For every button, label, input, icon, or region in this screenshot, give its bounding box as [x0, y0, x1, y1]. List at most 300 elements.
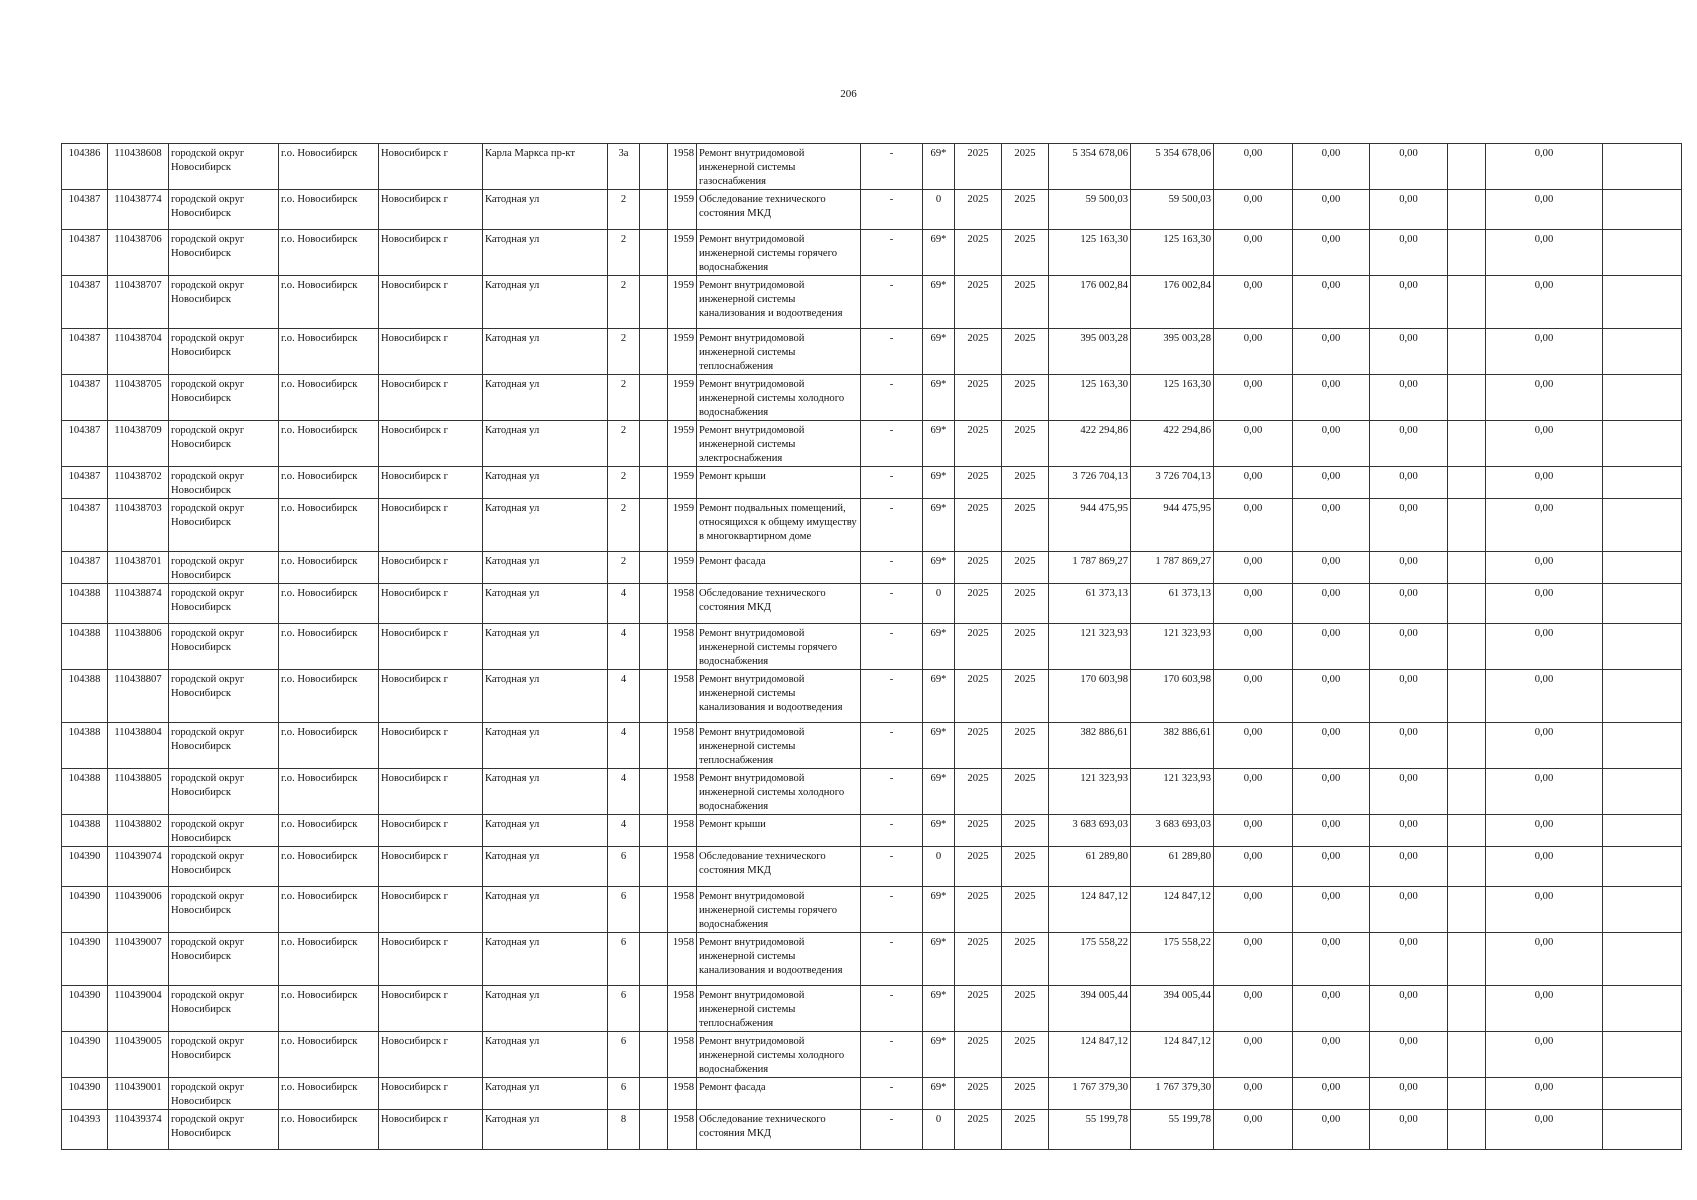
cell-blank-col-last: [1603, 144, 1682, 190]
cell-cost-local: 0,00: [1370, 499, 1448, 552]
cell-marker: -: [861, 1078, 923, 1110]
cell-coefficient: 69*: [923, 276, 955, 329]
cell-coefficient: 69*: [923, 723, 955, 769]
cell-blank-col-last: [1603, 1078, 1682, 1110]
cell-marker: -: [861, 769, 923, 815]
cell-cost-owners: 0,00: [1486, 552, 1603, 584]
cell-building: [640, 815, 668, 847]
cell-blank-col: [1448, 584, 1486, 624]
cell-building: [640, 1078, 668, 1110]
cell-cost-fund: 5 354 678,06: [1131, 144, 1214, 190]
cell-cost-owners: 0,00: [1486, 933, 1603, 986]
cell-work-id: 110438807: [108, 670, 169, 723]
cell-building: [640, 769, 668, 815]
cell-blank-col: [1448, 670, 1486, 723]
cell-year-start: 2025: [955, 887, 1002, 933]
table-body: [62, 144, 1682, 1150]
cell-street: Катодная ул: [483, 933, 608, 986]
cell-blank-col: [1448, 933, 1486, 986]
cell-year-start: 2025: [955, 1032, 1002, 1078]
cell-municipality: городской округ Новосибирск: [169, 723, 279, 769]
cell-cost-local: 0,00: [1370, 552, 1448, 584]
cell-municipality: городской округ Новосибирск: [169, 552, 279, 584]
cell-house-id: 104388: [62, 723, 108, 769]
cell-cost-local: 0,00: [1370, 467, 1448, 499]
table-row: [62, 421, 1682, 467]
cell-cost-fund: 394 005,44: [1131, 986, 1214, 1032]
cell-building: [640, 375, 668, 421]
cell-coefficient: 69*: [923, 933, 955, 986]
cell-building: [640, 584, 668, 624]
cell-marker: -: [861, 467, 923, 499]
cell-blank-col-last: [1603, 933, 1682, 986]
cell-cost-federal: 0,00: [1214, 887, 1293, 933]
cell-coefficient: 0: [923, 190, 955, 230]
cell-house-id: 104388: [62, 584, 108, 624]
cell-building: [640, 1032, 668, 1078]
cell-cost-local: 0,00: [1370, 1078, 1448, 1110]
cell-year-end: 2025: [1002, 624, 1049, 670]
cell-municipality: городской округ Новосибирск: [169, 467, 279, 499]
cell-house-id: 104390: [62, 933, 108, 986]
cell-street: Катодная ул: [483, 276, 608, 329]
cell-work-id: 110439005: [108, 1032, 169, 1078]
cell-house-id: 104387: [62, 276, 108, 329]
cell-year-start: 2025: [955, 190, 1002, 230]
cell-municipality: городской округ Новосибирск: [169, 230, 279, 276]
cell-city: Новосибирск г: [379, 933, 483, 986]
cell-cost-fund: 382 886,61: [1131, 723, 1214, 769]
cell-cost-owners: 0,00: [1486, 986, 1603, 1032]
cell-building: [640, 329, 668, 375]
cell-work-id: 110438705: [108, 375, 169, 421]
cell-cost-regional: 0,00: [1293, 1110, 1370, 1150]
cell-work-id: 110438709: [108, 421, 169, 467]
cell-house-id: 104390: [62, 887, 108, 933]
cell-blank-col-last: [1603, 887, 1682, 933]
cell-house-id: 104390: [62, 847, 108, 887]
cell-cost-federal: 0,00: [1214, 1032, 1293, 1078]
cell-house-id: 104393: [62, 1110, 108, 1150]
cell-building: [640, 190, 668, 230]
cell-work-id: 110438874: [108, 584, 169, 624]
cell-city: Новосибирск г: [379, 329, 483, 375]
cell-work-id: 110438704: [108, 329, 169, 375]
cell-house-number: 4: [608, 624, 640, 670]
cell-year-start: 2025: [955, 670, 1002, 723]
cell-municipality: городской округ Новосибирск: [169, 499, 279, 552]
cell-year-start: 2025: [955, 1078, 1002, 1110]
cell-cost-regional: 0,00: [1293, 190, 1370, 230]
cell-coefficient: 69*: [923, 1078, 955, 1110]
cell-city: Новосибирск г: [379, 815, 483, 847]
cell-year-end: 2025: [1002, 815, 1049, 847]
cell-street: Катодная ул: [483, 329, 608, 375]
cell-year-built: 1959: [668, 552, 697, 584]
cell-street: Катодная ул: [483, 670, 608, 723]
cell-city: Новосибирск г: [379, 552, 483, 584]
cell-cost-fund: 3 683 693,03: [1131, 815, 1214, 847]
cell-street: Катодная ул: [483, 421, 608, 467]
cell-marker: -: [861, 670, 923, 723]
cell-coefficient: 69*: [923, 1032, 955, 1078]
cell-house-id: 104387: [62, 329, 108, 375]
cell-work-id: 110439006: [108, 887, 169, 933]
cell-year-start: 2025: [955, 375, 1002, 421]
cell-house-number: 3а: [608, 144, 640, 190]
repair-register-table: [61, 143, 1682, 1150]
cell-year-built: 1958: [668, 815, 697, 847]
cell-city: Новосибирск г: [379, 847, 483, 887]
cell-cost-federal: 0,00: [1214, 723, 1293, 769]
cell-cost-local: 0,00: [1370, 847, 1448, 887]
cell-street: Катодная ул: [483, 815, 608, 847]
cell-blank-col: [1448, 723, 1486, 769]
cell-house-id: 104387: [62, 230, 108, 276]
cell-street: Катодная ул: [483, 887, 608, 933]
cell-cost-fund: 121 323,93: [1131, 624, 1214, 670]
cell-building: [640, 467, 668, 499]
cell-municipality: городской округ Новосибирск: [169, 769, 279, 815]
cell-marker: -: [861, 144, 923, 190]
cell-cost-local: 0,00: [1370, 230, 1448, 276]
cell-coefficient: 69*: [923, 375, 955, 421]
cell-building: [640, 887, 668, 933]
cell-street: Катодная ул: [483, 1110, 608, 1150]
cell-municipal-district: г.о. Новосибирск: [279, 552, 379, 584]
cell-city: Новосибирск г: [379, 670, 483, 723]
cell-year-end: 2025: [1002, 276, 1049, 329]
cell-marker: -: [861, 421, 923, 467]
cell-municipal-district: г.о. Новосибирск: [279, 1078, 379, 1110]
cell-house-id: 104387: [62, 421, 108, 467]
cell-year-built: 1958: [668, 986, 697, 1032]
cell-cost-local: 0,00: [1370, 190, 1448, 230]
cell-blank-col-last: [1603, 375, 1682, 421]
cell-cost-federal: 0,00: [1214, 1078, 1293, 1110]
cell-municipality: городской округ Новосибирск: [169, 144, 279, 190]
cell-year-built: 1959: [668, 421, 697, 467]
cell-cost-owners: 0,00: [1486, 375, 1603, 421]
cell-cost-owners: 0,00: [1486, 769, 1603, 815]
cell-city: Новосибирск г: [379, 230, 483, 276]
cell-city: Новосибирск г: [379, 1078, 483, 1110]
cell-blank-col-last: [1603, 421, 1682, 467]
cell-cost-federal: 0,00: [1214, 1110, 1293, 1150]
cell-house-number: 6: [608, 1078, 640, 1110]
table-row: [62, 584, 1682, 624]
cell-year-end: 2025: [1002, 933, 1049, 986]
cell-work-id: 110439001: [108, 1078, 169, 1110]
cell-year-end: 2025: [1002, 421, 1049, 467]
table-row: [62, 467, 1682, 499]
cell-house-id: 104387: [62, 552, 108, 584]
cell-total-cost: 61 373,13: [1049, 584, 1131, 624]
cell-coefficient: 69*: [923, 552, 955, 584]
cell-house-number: 4: [608, 815, 640, 847]
cell-cost-regional: 0,00: [1293, 723, 1370, 769]
table-row: [62, 276, 1682, 329]
cell-street: Катодная ул: [483, 723, 608, 769]
cell-coefficient: 69*: [923, 624, 955, 670]
cell-municipal-district: г.о. Новосибирск: [279, 769, 379, 815]
cell-cost-fund: 55 199,78: [1131, 1110, 1214, 1150]
cell-work-type: Ремонт внутридомовой инженерной системы горячего водоснабжения: [697, 624, 861, 670]
cell-municipal-district: г.о. Новосибирск: [279, 421, 379, 467]
cell-house-id: 104390: [62, 1078, 108, 1110]
cell-house-number: 6: [608, 933, 640, 986]
cell-year-built: 1958: [668, 670, 697, 723]
table-row: [62, 624, 1682, 670]
cell-year-start: 2025: [955, 467, 1002, 499]
cell-year-built: 1959: [668, 276, 697, 329]
cell-marker: -: [861, 552, 923, 584]
cell-year-end: 2025: [1002, 986, 1049, 1032]
cell-city: Новосибирск г: [379, 190, 483, 230]
cell-total-cost: 944 475,95: [1049, 499, 1131, 552]
cell-year-built: 1958: [668, 1078, 697, 1110]
cell-blank-col: [1448, 815, 1486, 847]
cell-cost-federal: 0,00: [1214, 933, 1293, 986]
cell-year-built: 1959: [668, 329, 697, 375]
cell-street: Карла Маркса пр-кт: [483, 144, 608, 190]
cell-city: Новосибирск г: [379, 624, 483, 670]
cell-municipal-district: г.о. Новосибирск: [279, 847, 379, 887]
cell-work-type: Ремонт фасада: [697, 552, 861, 584]
cell-house-id: 104390: [62, 1032, 108, 1078]
cell-work-id: 110439007: [108, 933, 169, 986]
cell-house-number: 6: [608, 1032, 640, 1078]
cell-marker: -: [861, 329, 923, 375]
cell-municipal-district: г.о. Новосибирск: [279, 815, 379, 847]
cell-municipal-district: г.о. Новосибирск: [279, 276, 379, 329]
table-row: [62, 723, 1682, 769]
cell-cost-local: 0,00: [1370, 986, 1448, 1032]
cell-marker: -: [861, 1110, 923, 1150]
cell-year-start: 2025: [955, 499, 1002, 552]
cell-street: Катодная ул: [483, 584, 608, 624]
cell-year-end: 2025: [1002, 769, 1049, 815]
cell-year-start: 2025: [955, 933, 1002, 986]
cell-cost-fund: 395 003,28: [1131, 329, 1214, 375]
cell-street: Катодная ул: [483, 499, 608, 552]
cell-cost-owners: 0,00: [1486, 723, 1603, 769]
cell-work-type: Ремонт внутридомовой инженерной системы холодного водоснабжения: [697, 1032, 861, 1078]
cell-coefficient: 69*: [923, 986, 955, 1032]
cell-coefficient: 69*: [923, 230, 955, 276]
cell-cost-fund: 1 767 379,30: [1131, 1078, 1214, 1110]
cell-cost-local: 0,00: [1370, 887, 1448, 933]
cell-blank-col-last: [1603, 499, 1682, 552]
cell-work-id: 110438701: [108, 552, 169, 584]
cell-marker: -: [861, 190, 923, 230]
cell-cost-fund: 59 500,03: [1131, 190, 1214, 230]
cell-cost-local: 0,00: [1370, 584, 1448, 624]
cell-house-number: 4: [608, 584, 640, 624]
cell-coefficient: 69*: [923, 421, 955, 467]
cell-cost-regional: 0,00: [1293, 986, 1370, 1032]
cell-year-built: 1958: [668, 887, 697, 933]
cell-cost-federal: 0,00: [1214, 986, 1293, 1032]
cell-municipality: городской округ Новосибирск: [169, 1032, 279, 1078]
cell-street: Катодная ул: [483, 1032, 608, 1078]
cell-municipal-district: г.о. Новосибирск: [279, 190, 379, 230]
cell-work-type: Ремонт крыши: [697, 815, 861, 847]
cell-work-id: 110438707: [108, 276, 169, 329]
cell-city: Новосибирск г: [379, 769, 483, 815]
cell-work-type: Ремонт внутридомовой инженерной системы теплоснабжения: [697, 986, 861, 1032]
table-row: [62, 670, 1682, 723]
cell-house-id: 104387: [62, 467, 108, 499]
cell-cost-regional: 0,00: [1293, 847, 1370, 887]
cell-municipality: городской округ Новосибирск: [169, 584, 279, 624]
cell-total-cost: 125 163,30: [1049, 375, 1131, 421]
cell-cost-fund: 124 847,12: [1131, 1032, 1214, 1078]
cell-cost-fund: 3 726 704,13: [1131, 467, 1214, 499]
cell-year-end: 2025: [1002, 375, 1049, 421]
cell-cost-local: 0,00: [1370, 144, 1448, 190]
cell-blank-col-last: [1603, 1110, 1682, 1150]
cell-cost-local: 0,00: [1370, 933, 1448, 986]
cell-house-number: 4: [608, 723, 640, 769]
cell-work-type: Ремонт внутридомовой инженерной системы электроснабжения: [697, 421, 861, 467]
table-row: [62, 815, 1682, 847]
cell-coefficient: 69*: [923, 499, 955, 552]
cell-cost-regional: 0,00: [1293, 670, 1370, 723]
cell-work-id: 110438706: [108, 230, 169, 276]
cell-year-end: 2025: [1002, 552, 1049, 584]
cell-work-id: 110438802: [108, 815, 169, 847]
table-row: [62, 230, 1682, 276]
cell-municipality: городской округ Новосибирск: [169, 276, 279, 329]
cell-municipal-district: г.о. Новосибирск: [279, 986, 379, 1032]
table-row: [62, 1110, 1682, 1150]
cell-house-number: 2: [608, 375, 640, 421]
cell-total-cost: 59 500,03: [1049, 190, 1131, 230]
cell-work-type: Ремонт внутридомовой инженерной системы теплоснабжения: [697, 723, 861, 769]
cell-year-built: 1958: [668, 1110, 697, 1150]
cell-cost-owners: 0,00: [1486, 230, 1603, 276]
cell-city: Новосибирск г: [379, 276, 483, 329]
cell-year-built: 1958: [668, 1032, 697, 1078]
cell-work-type: Ремонт внутридомовой инженерной системы канализования и водоотведения: [697, 276, 861, 329]
cell-house-id: 104386: [62, 144, 108, 190]
cell-blank-col-last: [1603, 467, 1682, 499]
cell-marker: -: [861, 887, 923, 933]
cell-coefficient: 69*: [923, 670, 955, 723]
cell-blank-col: [1448, 1078, 1486, 1110]
cell-municipal-district: г.о. Новосибирск: [279, 329, 379, 375]
cell-total-cost: 382 886,61: [1049, 723, 1131, 769]
cell-year-built: 1959: [668, 467, 697, 499]
cell-municipal-district: г.о. Новосибирск: [279, 375, 379, 421]
cell-house-id: 104390: [62, 986, 108, 1032]
cell-municipal-district: г.о. Новосибирск: [279, 1110, 379, 1150]
cell-work-id: 110438608: [108, 144, 169, 190]
cell-street: Катодная ул: [483, 769, 608, 815]
cell-cost-owners: 0,00: [1486, 144, 1603, 190]
cell-cost-fund: 944 475,95: [1131, 499, 1214, 552]
cell-work-type: Ремонт внутридомовой инженерной системы канализования и водоотведения: [697, 670, 861, 723]
cell-year-built: 1958: [668, 847, 697, 887]
cell-building: [640, 230, 668, 276]
cell-coefficient: 69*: [923, 887, 955, 933]
cell-work-id: 110439074: [108, 847, 169, 887]
cell-municipal-district: г.о. Новосибирск: [279, 584, 379, 624]
cell-house-number: 4: [608, 670, 640, 723]
cell-cost-regional: 0,00: [1293, 230, 1370, 276]
cell-municipality: городской округ Новосибирск: [169, 624, 279, 670]
cell-total-cost: 124 847,12: [1049, 1032, 1131, 1078]
cell-blank-col: [1448, 552, 1486, 584]
cell-house-number: 2: [608, 421, 640, 467]
cell-blank-col: [1448, 190, 1486, 230]
cell-marker: -: [861, 584, 923, 624]
cell-cost-regional: 0,00: [1293, 144, 1370, 190]
cell-cost-owners: 0,00: [1486, 276, 1603, 329]
cell-cost-local: 0,00: [1370, 723, 1448, 769]
cell-building: [640, 723, 668, 769]
cell-coefficient: 69*: [923, 815, 955, 847]
cell-blank-col-last: [1603, 986, 1682, 1032]
cell-cost-regional: 0,00: [1293, 769, 1370, 815]
cell-city: Новосибирск г: [379, 584, 483, 624]
cell-cost-regional: 0,00: [1293, 887, 1370, 933]
cell-year-end: 2025: [1002, 329, 1049, 375]
cell-year-built: 1959: [668, 499, 697, 552]
cell-municipality: городской округ Новосибирск: [169, 887, 279, 933]
cell-year-built: 1959: [668, 190, 697, 230]
cell-year-end: 2025: [1002, 467, 1049, 499]
cell-cost-federal: 0,00: [1214, 276, 1293, 329]
cell-cost-fund: 175 558,22: [1131, 933, 1214, 986]
page-number: 206: [840, 88, 857, 100]
cell-city: Новосибирск г: [379, 421, 483, 467]
cell-house-id: 104388: [62, 815, 108, 847]
cell-year-start: 2025: [955, 552, 1002, 584]
cell-year-built: 1958: [668, 624, 697, 670]
cell-blank-col: [1448, 847, 1486, 887]
cell-street: Катодная ул: [483, 847, 608, 887]
cell-municipality: городской округ Новосибирск: [169, 847, 279, 887]
table-row: [62, 1032, 1682, 1078]
cell-work-type: Обследование технического состояния МКД: [697, 190, 861, 230]
cell-work-type: Ремонт внутридомовой инженерной системы газоснабжения: [697, 144, 861, 190]
cell-cost-owners: 0,00: [1486, 1110, 1603, 1150]
cell-municipal-district: г.о. Новосибирск: [279, 144, 379, 190]
cell-cost-fund: 422 294,86: [1131, 421, 1214, 467]
cell-house-number: 2: [608, 499, 640, 552]
cell-year-end: 2025: [1002, 887, 1049, 933]
cell-house-number: 2: [608, 276, 640, 329]
cell-house-number: 6: [608, 986, 640, 1032]
cell-work-type: Ремонт внутридомовой инженерной системы теплоснабжения: [697, 329, 861, 375]
cell-blank-col-last: [1603, 847, 1682, 887]
cell-house-number: 2: [608, 190, 640, 230]
cell-street: Катодная ул: [483, 375, 608, 421]
cell-house-id: 104388: [62, 624, 108, 670]
cell-cost-regional: 0,00: [1293, 375, 1370, 421]
cell-blank-col-last: [1603, 552, 1682, 584]
cell-year-start: 2025: [955, 276, 1002, 329]
cell-cost-regional: 0,00: [1293, 552, 1370, 584]
cell-cost-federal: 0,00: [1214, 769, 1293, 815]
cell-year-end: 2025: [1002, 670, 1049, 723]
cell-municipality: городской округ Новосибирск: [169, 375, 279, 421]
cell-year-end: 2025: [1002, 1032, 1049, 1078]
cell-total-cost: 175 558,22: [1049, 933, 1131, 986]
cell-cost-regional: 0,00: [1293, 624, 1370, 670]
